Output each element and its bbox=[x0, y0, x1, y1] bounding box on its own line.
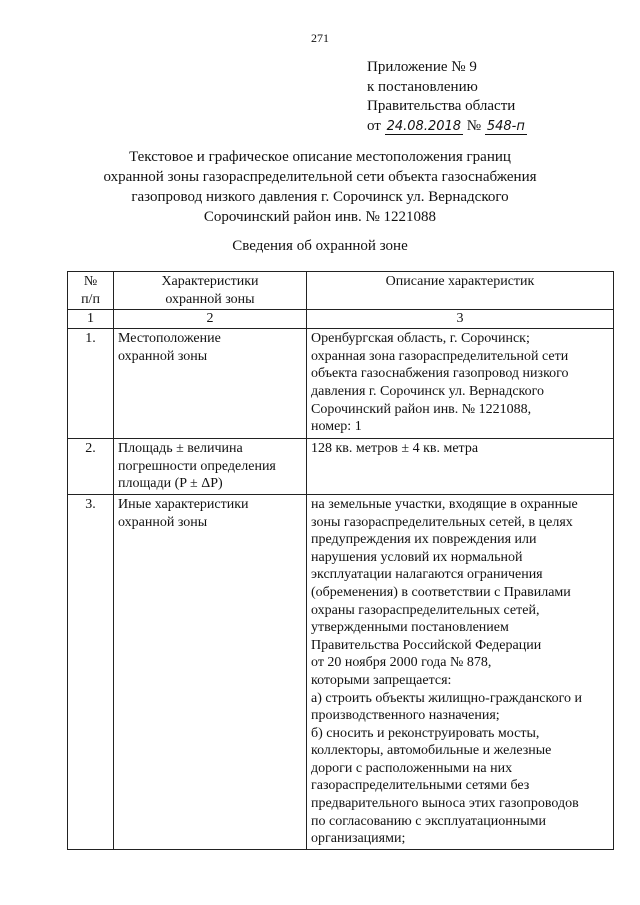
row-description bbox=[307, 329, 614, 439]
description-line: зоны газораспределительных сетей, в целях bbox=[311, 514, 573, 530]
row-characteristic bbox=[114, 439, 307, 495]
description-line: давления г. Сорочинск ул. Вернадского bbox=[311, 383, 545, 399]
appendix-block bbox=[367, 58, 527, 136]
from-label: от bbox=[367, 117, 381, 134]
description-line: газораспределительными сетями без bbox=[311, 778, 530, 794]
header-number bbox=[68, 272, 114, 310]
document-title bbox=[0, 147, 640, 227]
appendix-title: Приложение № 9 bbox=[367, 59, 477, 75]
characteristic-line: Площадь ± величина bbox=[118, 441, 243, 457]
title-line: Сорочинский район инв. № 1221088 bbox=[203, 209, 437, 225]
number-label: № bbox=[466, 117, 482, 134]
column-number: 2 bbox=[114, 310, 307, 329]
header-characteristics bbox=[114, 272, 307, 310]
title-line: охранной зоны газораспределительной сети объекта газоснабжения bbox=[103, 169, 537, 185]
table-row bbox=[68, 494, 614, 849]
protection-zone-table bbox=[67, 271, 614, 850]
description-line: на земельные участки, входящие в охранные bbox=[311, 496, 578, 512]
handwritten-date: 24.08.2018 bbox=[386, 118, 462, 134]
header-number-symbol: № bbox=[83, 274, 98, 289]
table-row bbox=[68, 439, 614, 495]
table-row bbox=[68, 329, 614, 439]
description-line: Правительства Российской Федерации bbox=[311, 637, 542, 653]
description-line: организациями; bbox=[311, 831, 406, 847]
characteristic-line: Местоположение bbox=[118, 331, 221, 347]
appendix-authority: Правительства области bbox=[367, 98, 516, 114]
description-line: от 20 ноября 2000 года № 878, bbox=[311, 655, 492, 671]
header-characteristics-line: Характеристики bbox=[161, 274, 259, 289]
row-description bbox=[307, 439, 614, 495]
title-line: Текстовое и графическое описание местоположения границ bbox=[129, 149, 511, 165]
characteristic-line: погрешности определения bbox=[118, 458, 276, 474]
appendix-ref: к постановлению bbox=[367, 78, 478, 95]
section-subtitle: Сведения об охранной зоне bbox=[232, 238, 408, 254]
row-index: 2. bbox=[68, 439, 114, 495]
header-number-abbr: п/п bbox=[81, 291, 100, 307]
characteristic-line: Иные характеристики bbox=[118, 496, 249, 512]
row-characteristic bbox=[114, 329, 307, 439]
description-line: дороги с расположенными на них bbox=[311, 760, 513, 776]
description-line: охраны газораспределительных сетей, bbox=[311, 602, 540, 618]
description-line: предупреждения их повреждения или bbox=[311, 532, 537, 548]
description-line: 128 кв. метров ± 4 кв. метра bbox=[311, 441, 479, 457]
description-line: Сорочинский район инв. № 1221088, bbox=[311, 401, 532, 417]
column-number: 1 bbox=[68, 310, 114, 329]
description-line: по согласованию с эксплуатационными bbox=[311, 813, 546, 829]
header-description: Описание характеристик bbox=[307, 272, 614, 310]
characteristic-line: площади (P ± ΔP) bbox=[118, 476, 223, 492]
description-line: предварительного выноса этих газопроводов bbox=[311, 796, 579, 812]
description-line: которыми запрещается: bbox=[311, 672, 452, 688]
row-characteristic bbox=[114, 494, 307, 849]
row-index: 3. bbox=[68, 494, 114, 849]
description-line: Оренбургская область, г. Сорочинск; bbox=[311, 331, 530, 347]
row-index: 1. bbox=[68, 329, 114, 439]
handwritten-number: 548-п bbox=[486, 118, 525, 134]
title-line: газопровод низкого давления г. Сорочинск ул. Вернадского bbox=[131, 189, 509, 205]
description-line: эксплуатации налагаются ограничения bbox=[311, 567, 543, 583]
description-line: коллекторы, автомобильные и железные bbox=[311, 743, 552, 759]
description-line: охранная зона газораспределительной сети bbox=[311, 348, 569, 364]
page-number: 271 bbox=[311, 31, 329, 45]
description-line: объекта газоснабжения газопровод низкого bbox=[311, 366, 569, 382]
description-line: нарушения условий их нормальной bbox=[311, 549, 523, 565]
description-line: утвержденными постановлением bbox=[311, 620, 509, 636]
appendix-date-line bbox=[367, 117, 527, 137]
table-header-row bbox=[68, 272, 614, 310]
header-characteristics-line: охранной зоны bbox=[165, 291, 255, 307]
description-line: б) сносить и реконструировать мосты, bbox=[311, 725, 540, 741]
column-number: 3 bbox=[307, 310, 614, 329]
description-line: (обременения) в соответствии с Правилами bbox=[311, 584, 571, 600]
row-description bbox=[307, 494, 614, 849]
description-line: производственного назначения; bbox=[311, 708, 500, 724]
characteristic-line: охранной зоны bbox=[118, 514, 208, 530]
column-number-row bbox=[68, 310, 614, 329]
description-line: номер: 1 bbox=[311, 419, 362, 435]
characteristic-line: охранной зоны bbox=[118, 348, 208, 364]
description-line: а) строить объекты жилищно-гражданского и bbox=[311, 690, 582, 706]
